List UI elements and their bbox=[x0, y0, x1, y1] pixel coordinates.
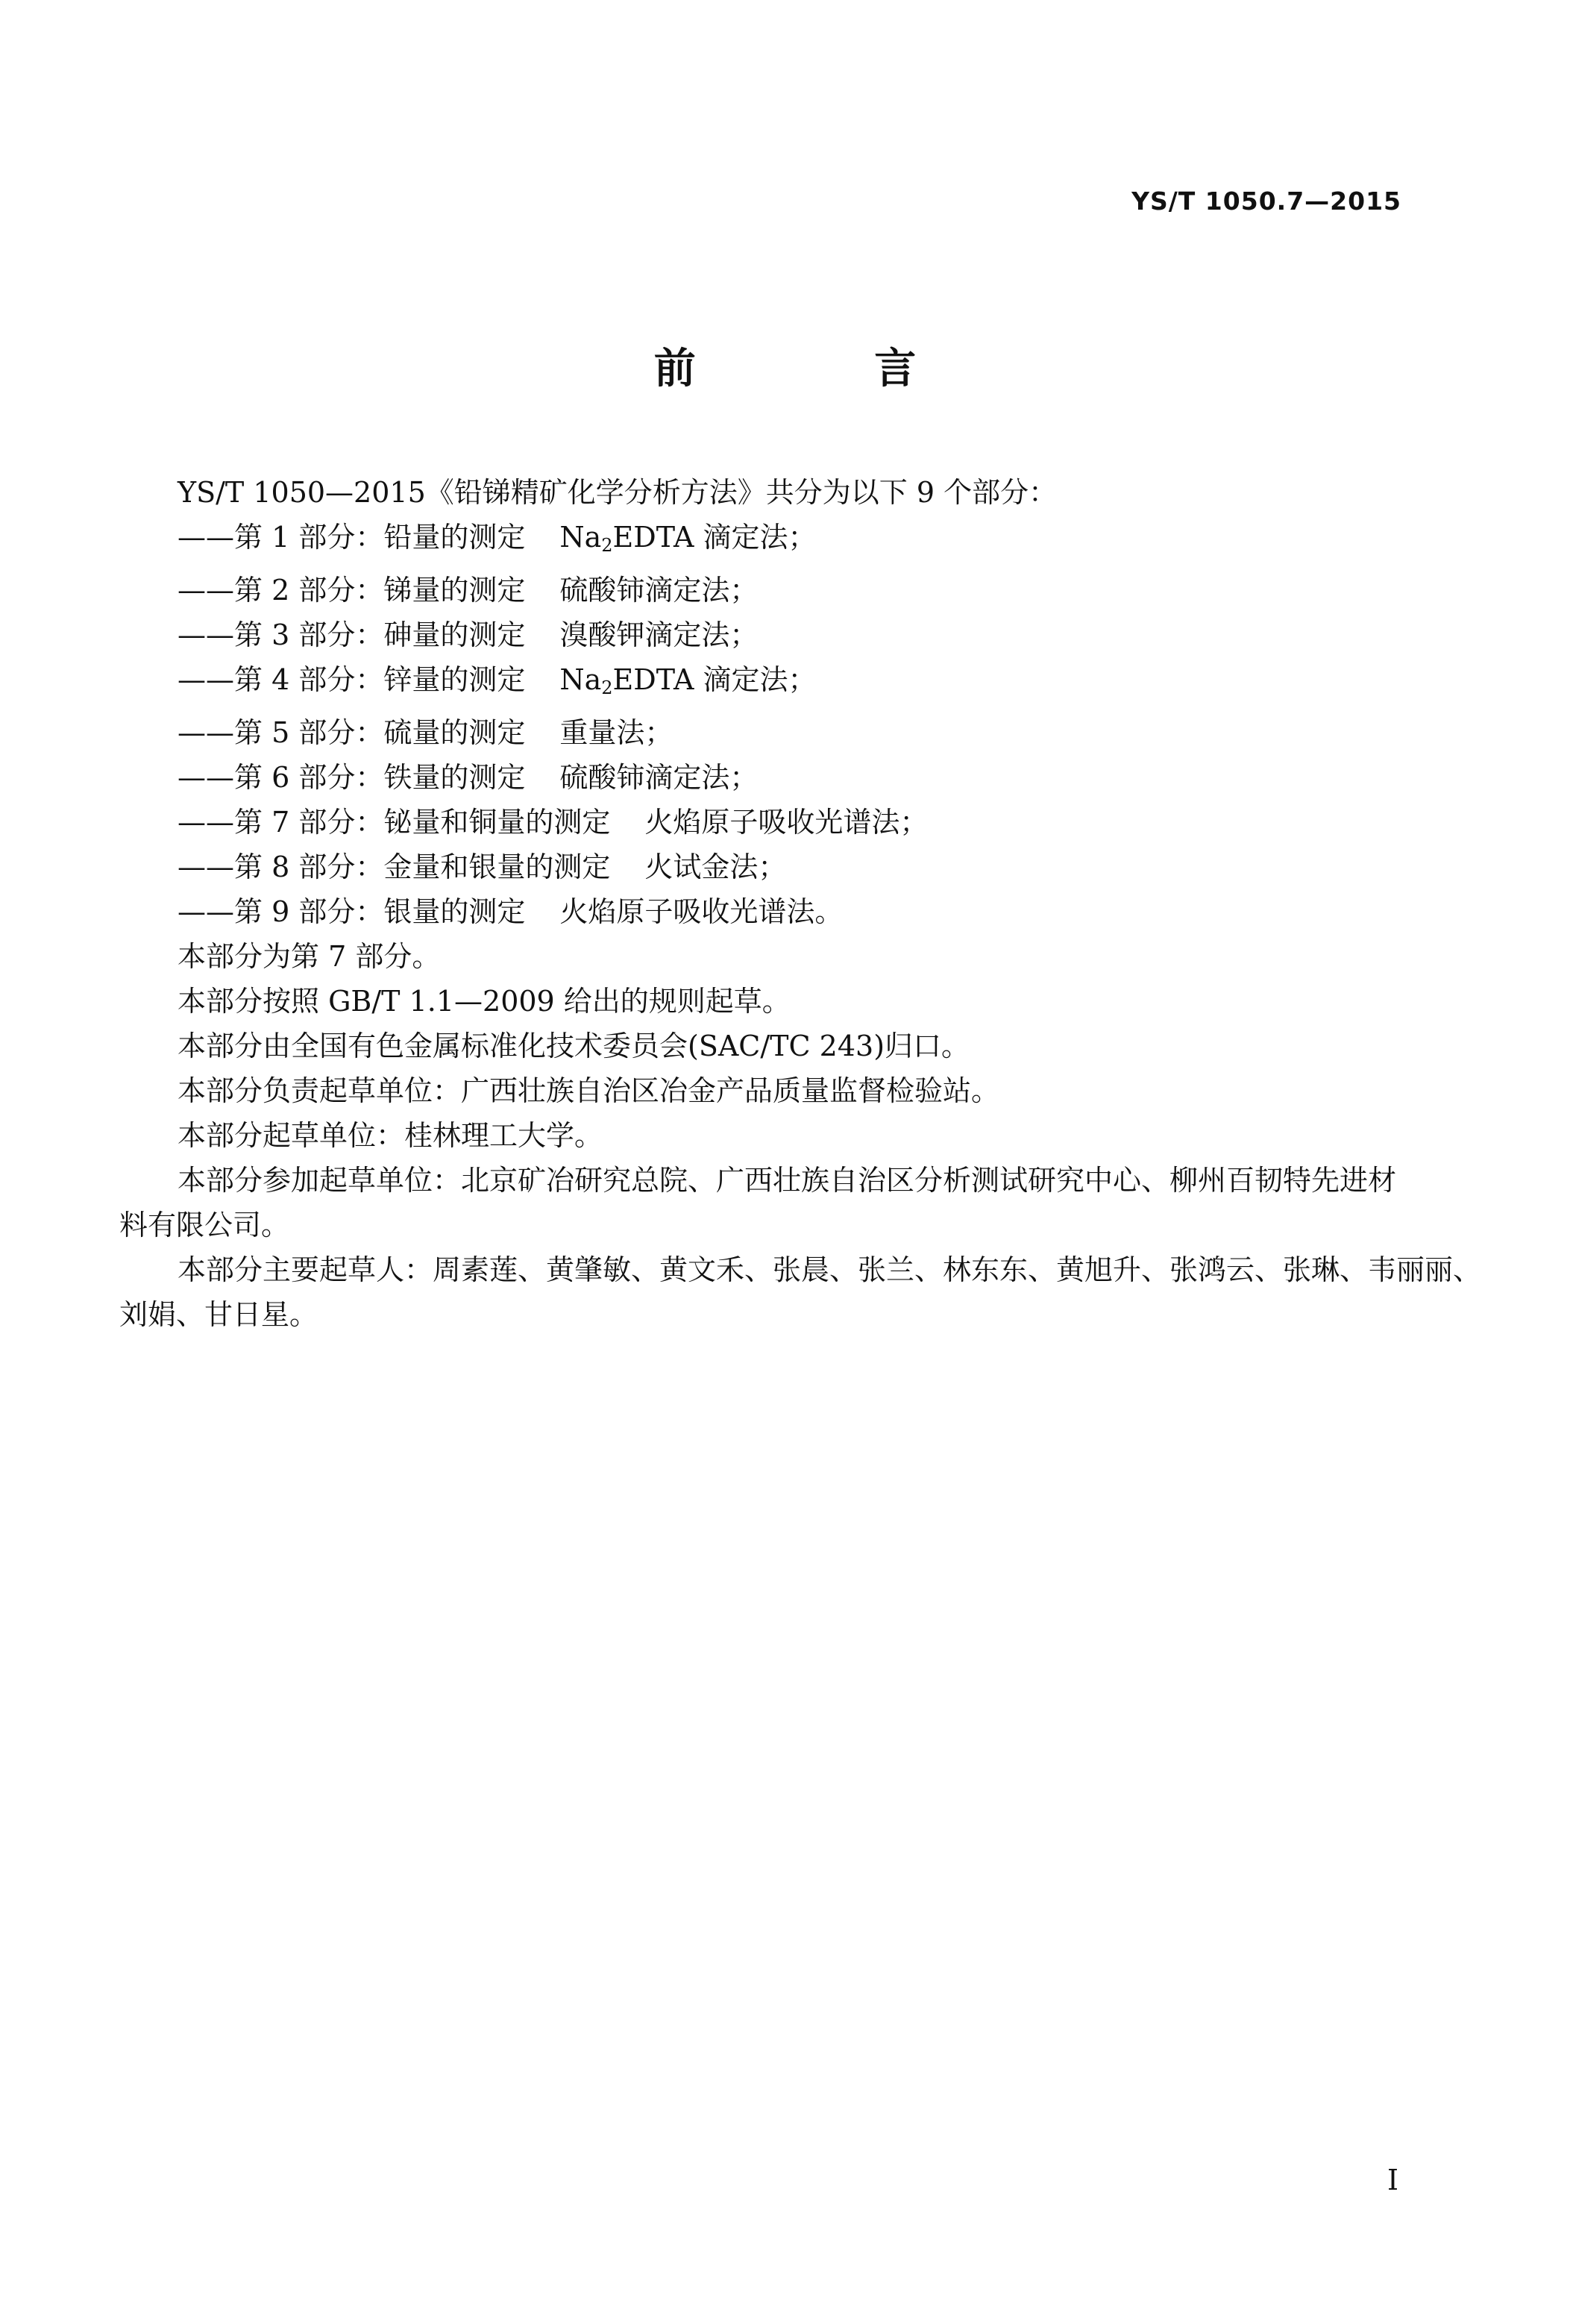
this-part-statement: 本部分为第 7 部分。 bbox=[178, 940, 441, 973]
drafting-unit-statement: 本部分起草单位：桂林理工大学。 bbox=[178, 1119, 603, 1152]
drafters-line2: 刘娟、甘日星。 bbox=[119, 1298, 318, 1331]
part-item bbox=[119, 515, 1417, 568]
centralized-statement: 本部分由全国有色金属标准化技术委员会(SAC/TC 243)归口。 bbox=[178, 1030, 970, 1062]
page-title: 前 言 bbox=[653, 345, 999, 393]
drafting-rules-statement: 本部分按照 GB/T 1.1—2009 给出的规则起草。 bbox=[178, 985, 791, 1018]
part-item bbox=[119, 568, 1417, 613]
intro-line: YS/T 1050—2015《铅锑精矿化学分析方法》共分为以下 9 个部分： bbox=[178, 476, 1058, 509]
subscript: 2 bbox=[601, 677, 613, 698]
participating-units-line2: 料有限公司。 bbox=[119, 1209, 290, 1241]
document-body bbox=[119, 470, 1482, 1337]
part-method: 重量法； bbox=[559, 716, 673, 749]
participating-units-line1: 本部分参加起草单位：北京矿冶研究总院、广西壮族自治区分析测试研究中心、柳州百韧特先进材 bbox=[178, 1164, 1397, 1197]
drafters-line1: 本部分主要起草人：周素莲、黄肇敏、黄文禾、张晨、张兰、林东东、黄旭升、张鸿云、张琳、韦丽丽、 bbox=[178, 1253, 1482, 1286]
part-method-rest: EDTA 滴定法； bbox=[612, 521, 817, 554]
part-title: ——第 1 部分：铅量的测定 bbox=[178, 521, 526, 554]
part-title: ——第 6 部分：铁量的测定 bbox=[178, 761, 526, 794]
part-item bbox=[119, 845, 1417, 889]
part-title: ——第 7 部分：铋量和铜量的测定 bbox=[178, 806, 611, 839]
part-item bbox=[119, 613, 1417, 657]
part-title: ——第 5 部分：硫量的测定 bbox=[178, 716, 526, 749]
subscript: 2 bbox=[601, 535, 613, 556]
part-title: ——第 4 部分：锌量的测定 bbox=[178, 663, 526, 696]
part-item bbox=[119, 657, 1417, 710]
page-number: I bbox=[1387, 2164, 1398, 2196]
part-method: 火试金法； bbox=[644, 851, 787, 883]
part-method: Na bbox=[559, 663, 602, 696]
responsible-unit-statement: 本部分负责起草单位：广西壮族自治区冶金产品质量监督检验站。 bbox=[178, 1074, 1000, 1107]
part-title: ——第 8 部分：金量和银量的测定 bbox=[178, 851, 611, 883]
part-method: 溴酸钾滴定法； bbox=[559, 618, 759, 651]
part-title: ——第 2 部分：锑量的测定 bbox=[178, 574, 526, 607]
part-method: 硫酸铈滴定法； bbox=[559, 761, 759, 794]
part-item bbox=[119, 710, 1417, 755]
part-method: 硫酸铈滴定法； bbox=[559, 574, 759, 607]
part-method-rest: EDTA 滴定法； bbox=[612, 663, 817, 696]
part-title: ——第 9 部分：银量的测定 bbox=[178, 895, 526, 928]
part-method: 火焰原子吸收光谱法； bbox=[644, 806, 929, 839]
part-item bbox=[119, 889, 1417, 934]
standard-code: YS/T 1050.7—2015 bbox=[1131, 187, 1401, 216]
part-title: ——第 3 部分：砷量的测定 bbox=[178, 618, 526, 651]
part-method: Na bbox=[559, 521, 602, 554]
part-method: 火焰原子吸收光谱法。 bbox=[559, 895, 844, 928]
part-item bbox=[119, 800, 1417, 845]
part-item bbox=[119, 755, 1417, 800]
